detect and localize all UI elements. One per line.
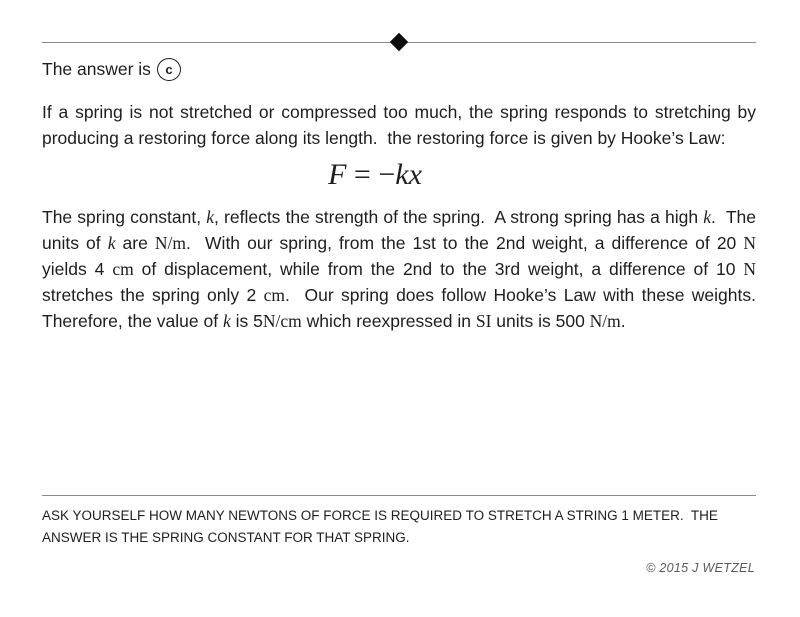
answer-letter-badge — [157, 58, 181, 81]
copyright-text: © 2015 J WETZEL — [646, 561, 755, 575]
answer-row — [42, 58, 181, 81]
footer-note: ASK YOURSELF HOW MANY NEWTONS OF FORCE IS REQUIRED TO STRETCH A STRING 1 METER. THE ANSWER IS THE SPRING CONSTANT FOR THAT SPRING. — [42, 508, 721, 545]
diamond-icon — [390, 33, 408, 51]
intro-paragraph: If a spring is not stretched or compressed too much, the spring responds to stretching by producing a restoring force along its length. the restoring force is given by Hooke’s Law: — [42, 102, 761, 148]
explanation-paragraph: The spring constant, k, reflects the strength of the spring. A strong spring has a high k. The units of k are N/m. With our spring, from the 1st to the 2nd weight, a difference of 20 N yields 4 cm of displacement, while from the 2nd to the 3rd weight, a difference of 10 N stretches the spring only 2 cm. Our spring does follow Hooke’s Law with these weights. Therefore, the value of k is 5N/cm which reexpressed in SI units is 500 N/m. — [42, 207, 766, 331]
footer-divider-rule — [42, 495, 756, 496]
answer-letter: c — [165, 62, 173, 77]
hookes-law-formula: F = −kx — [328, 158, 422, 191]
answer-prefix-text: The answer is — [42, 59, 151, 79]
top-divider-rule — [42, 42, 756, 43]
main-content — [42, 99, 766, 334]
